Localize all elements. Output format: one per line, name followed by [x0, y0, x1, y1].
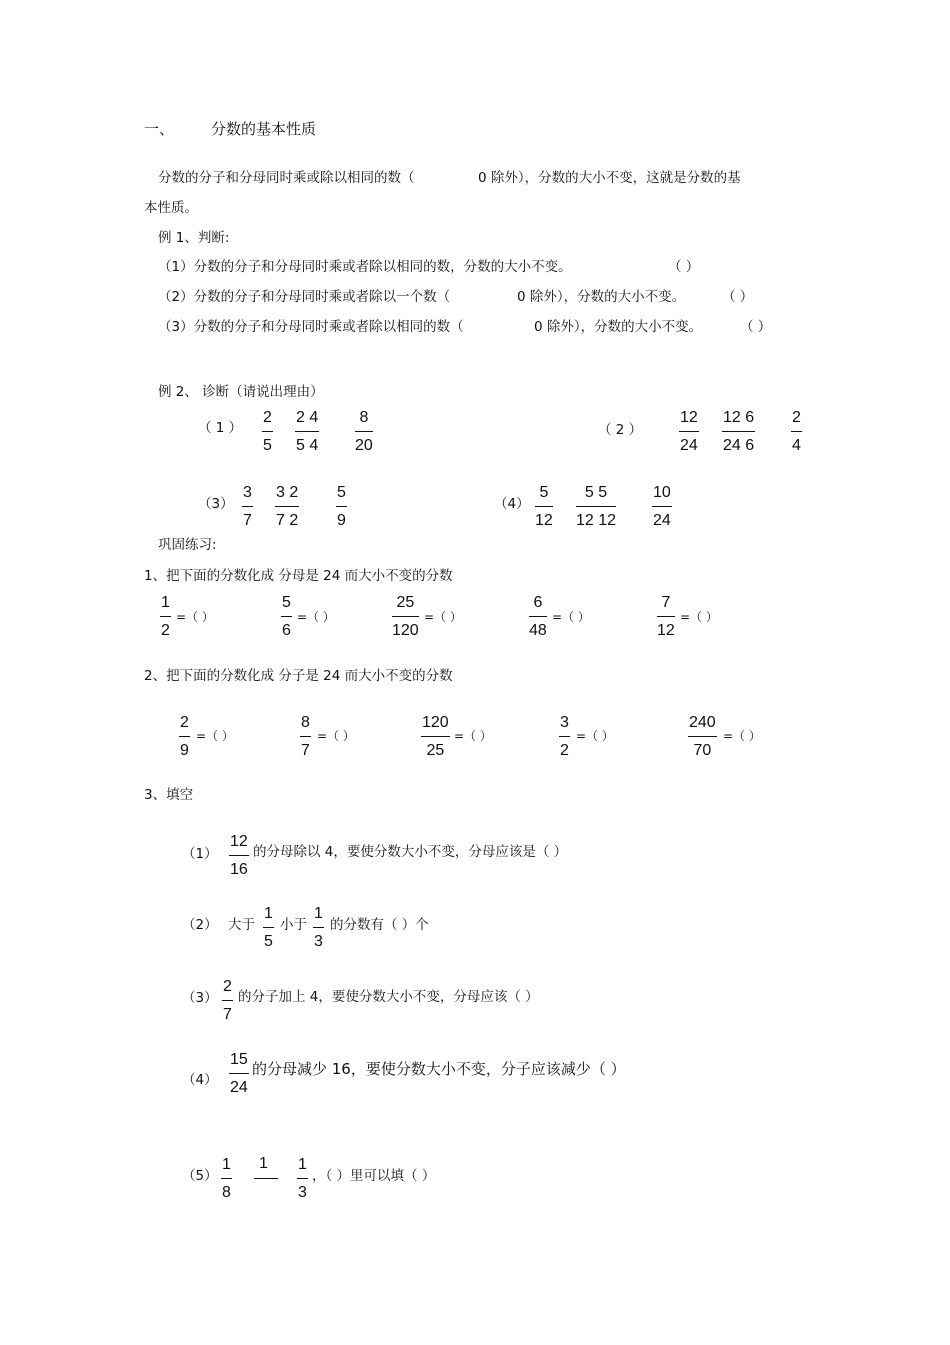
q3-item-2-pre: 大于 — [228, 917, 255, 933]
answer-blank[interactable]: =（ ） — [424, 610, 462, 624]
fraction: 1 3 — [298, 1156, 307, 1201]
q3-item-2-label: （2） — [182, 917, 218, 933]
q3-item-5-text: ，（ ）里可以填（ ） — [312, 1168, 436, 1184]
definition-line1-a: 分数的分子和分母同时乘或除以相同的数（ — [158, 170, 415, 186]
fraction: 25 120 — [392, 594, 419, 639]
answer-blank[interactable]: =（ ） — [196, 729, 234, 743]
example1-item-3-paren: （ ） — [740, 319, 772, 335]
fraction: 5 6 — [282, 594, 291, 639]
answer-blank[interactable]: =（ ） — [454, 729, 492, 743]
answer-blank[interactable]: =（ ） — [176, 610, 214, 624]
section-title: 分数的基本性质 — [211, 120, 317, 138]
q3-item-2-text: 的分数有（ ）个 — [330, 917, 429, 933]
example2-label-1: （ 1 ） — [198, 420, 243, 436]
fraction: 6 48 — [529, 594, 547, 639]
definition-line2: 本性质。 — [144, 200, 198, 216]
section-number: 一、 — [144, 120, 175, 138]
example2-label-3: （3） — [198, 496, 234, 512]
fraction: 2 4 — [792, 409, 801, 454]
answer-blank[interactable]: =（ ） — [680, 610, 718, 624]
q3-item-2-mid: 小于 — [280, 917, 307, 933]
fraction: 2 4 5 4 — [296, 409, 319, 454]
fraction: 5 5 12 12 — [576, 484, 617, 529]
answer-blank[interactable]: =（ ） — [317, 729, 355, 743]
q3-title: 3、填空 — [144, 787, 194, 803]
example2-label-4: （4） — [494, 496, 530, 512]
q3-item-3-label: （3） — [182, 990, 218, 1006]
fraction: 240 70 — [689, 714, 716, 759]
fraction: 12 24 — [680, 409, 698, 454]
example1-item-2-b: 0 除外），分数的大小不变。 — [517, 289, 686, 305]
fraction: 10 24 — [653, 484, 671, 529]
fraction: 120 25 — [422, 714, 449, 759]
fraction: 12 16 — [230, 833, 248, 878]
answer-blank[interactable]: =（ ） — [576, 729, 614, 743]
fraction: 1 8 — [222, 1156, 231, 1201]
example1-item-2-a: （2）分数的分子和分母同时乘或者除以一个数（ — [158, 289, 451, 305]
fraction: 5 9 — [337, 484, 346, 529]
answer-blank[interactable]: =（ ） — [723, 729, 761, 743]
fraction: 8 7 — [301, 714, 310, 759]
q3-item-3-text: 的分子加上 4，要使分数大小不变，分母应该（ ） — [238, 989, 539, 1005]
answer-blank[interactable]: =（ ） — [297, 610, 335, 624]
example1-item-2-paren: （ ） — [722, 289, 754, 305]
q3-item-5-label: （5） — [182, 1168, 218, 1184]
fraction: 3 7 — [243, 484, 252, 529]
fraction: 2 9 — [180, 714, 189, 759]
q3-item-4-label: （4） — [182, 1072, 218, 1088]
example1-item-1: （1）分数的分子和分母同时乘或者除以相同的数，分数的大小不变。 — [158, 259, 572, 275]
fraction: 7 12 — [657, 594, 675, 639]
example1-item-1-paren: （ ） — [668, 259, 700, 275]
fraction: 5 12 — [535, 484, 553, 529]
answer-blank[interactable]: =（ ） — [552, 610, 590, 624]
example1-item-3-b: 0 除外），分数的大小不变。 — [534, 319, 703, 335]
fraction: 15 24 — [230, 1051, 248, 1096]
q3-item-1-label: （1） — [182, 846, 218, 862]
fraction: 2 5 — [263, 409, 272, 454]
q3-item-5-mid: 1 — [259, 1155, 268, 1172]
fraction: 12 6 24 6 — [723, 409, 755, 454]
q2-title: 2、把下面的分数化成 分子是 24 而大小不变的分数 — [144, 668, 453, 684]
definition-line1-b: 0 除外），分数的大小不变，这就是分数的基 — [478, 170, 741, 186]
fraction: 1 2 — [161, 594, 170, 639]
fraction: 1 5 — [264, 905, 273, 950]
fraction: 3 2 — [560, 714, 569, 759]
q3-item-4-text: 的分母减少 16，要使分数大小不变，分子应该减少（ ） — [252, 1060, 626, 1078]
fraction: 8 20 — [355, 409, 373, 454]
example2-label-2: （ 2 ） — [598, 422, 643, 438]
q3-item-1-text: 的分母除以 4，要使分数大小不变，分母应该是（ ） — [253, 844, 568, 860]
fraction-bar — [254, 1178, 278, 1179]
fraction: 3 2 7 2 — [276, 484, 299, 529]
q1-title: 1、把下面的分数化成 分母是 24 而大小不变的分数 — [144, 568, 453, 584]
practice-heading: 巩固练习: — [158, 537, 217, 553]
example2-heading: 例 2、 诊断（请说出理由） — [158, 384, 324, 400]
fraction: 1 3 — [314, 905, 323, 950]
example1-item-3-a: （3）分数的分子和分母同时乘或者除以相同的数（ — [158, 319, 464, 335]
fraction: 2 7 — [223, 978, 232, 1023]
example1-heading: 例 1、判断: — [158, 230, 230, 246]
